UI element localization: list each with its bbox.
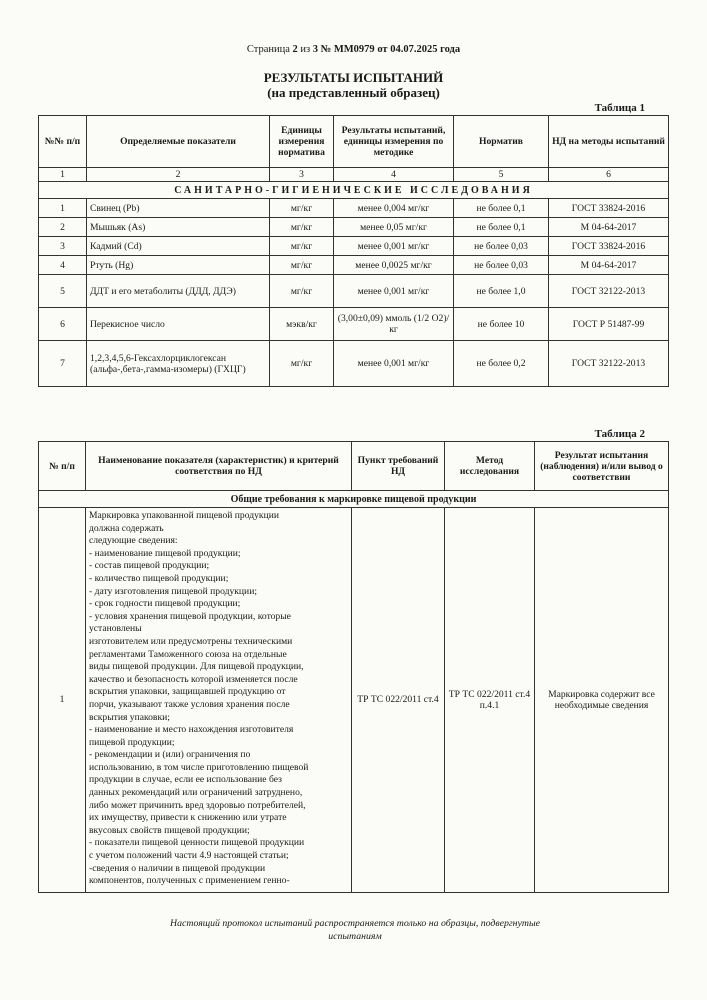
page-label: Страница [246,44,290,55]
document-number: ММ0979 [333,44,375,55]
page-header [0,44,707,55]
table2-header: Метод исследования [445,442,535,491]
table2-header: Наименование показателя (характеристик) и критерий соответствия по НД [86,442,352,491]
requirement-line: установлены [89,623,142,635]
table1-header: Определяемые показатели [87,116,270,168]
table2-header: Пункт требований НД [352,442,445,491]
norm: не более 1,0 [454,275,549,308]
norm: не более 0,1 [454,218,549,237]
page-total: 3 [312,44,319,55]
unit: мг/кг [270,237,334,256]
unit: мг/кг [270,275,334,308]
requirement-line: изготовителем или предусмотрены техническими [89,635,293,647]
requirement-line: виды пищевой продукции. Для пищевой продукции, [89,661,304,673]
requirement-line: - условия хранения пищевой продукции, которые [89,610,291,622]
row-number: 1 [39,199,87,218]
table1-caption: Таблица 1 [594,102,645,114]
requirement-line: - наименование пищевой продукции; [89,547,241,559]
table2-header: Результат испытания (наблюдения) и/или вывод о соответствии [535,442,669,491]
requirement-line: - количество пищевой продукции; [89,572,229,584]
footer-line1: Настоящий протокол испытаний распространяется только на образцы, подвергнутые [170,918,540,929]
requirement-line: с учетом положений части 4.9 настоящей статьи; [89,850,289,862]
test-result: менее 0,001 мг/кг [334,275,454,308]
requirement-line: следующие сведения: [89,535,178,547]
row-number: 4 [39,256,87,275]
indicator-name: Ртуть (Hg) [87,256,270,275]
report-title-line2: (на представленный образец) [267,85,440,100]
requirement-line: - дату изготовления пищевой продукции; [89,585,257,597]
test-method-standard: М 04-64-2017 [549,256,669,275]
requirement-point: ТР ТС 022/2011 ст.4 [352,508,445,893]
requirement-line: - рекомендации и (или) ограничения по [89,749,251,761]
table-row [39,275,669,308]
requirement-line: -сведения о наличии в пищевой продукции [89,862,266,874]
footer-line2: испытаниям [328,931,382,942]
test-method: ТР ТС 022/2011 ст.4 п.4.1 [445,508,535,893]
test-result: Маркировка содержит все необходимые сведения [535,508,669,893]
results-table-1 [38,115,669,387]
table-row [39,508,669,893]
norm: не более 0,03 [454,237,549,256]
test-method-standard: ГОСТ 33824-2016 [549,199,669,218]
requirement-line: продукции в случае, если ее использование без [89,774,282,786]
table-row [39,199,669,218]
test-method-standard: ГОСТ Р 51487-99 [549,308,669,341]
table-row [39,237,669,256]
indicator-name: Кадмий (Cd) [87,237,270,256]
indicator-name: Мышьяк (As) [87,218,270,237]
test-result: менее 0,0025 мг/кг [334,256,454,275]
row-number: 3 [39,237,87,256]
column-number: 6 [549,168,669,182]
indicator-name: ДДТ и его метаболиты (ДДД, ДДЭ) [87,275,270,308]
test-result: (3,00±0,09) ммоль (1/2 O2)/кг [334,308,454,341]
requirement-text [86,508,352,893]
indicator-name: 1,2,3,4,5,6-Гексахлорциклогексан (альфа-,бета-,гамма-изомеры) (ГХЦГ) [87,341,270,387]
test-result: менее 0,05 мг/кг [334,218,454,237]
norm: не более 10 [454,308,549,341]
row-number: 7 [39,341,87,387]
requirement-line: либо может причинить вред здоровью потребителей, [89,799,306,811]
requirement-line: данных рекомендаций или ограничений затруднено, [89,787,303,799]
requirement-line: - наименование и место нахождения изготовителя [89,724,294,736]
table2-caption: Таблица 2 [594,428,645,440]
requirement-line: - срок годности пищевой продукции; [89,598,241,610]
requirement-line: вскрытия упаковки, защищавшей продукцию от [89,686,286,698]
indicator-name: Свинец (Pb) [87,199,270,218]
requirement-line: - состав пищевой продукции; [89,560,210,572]
unit: мг/кг [270,256,334,275]
section-heading: Общие требования к маркировке пищевой продукции [39,491,669,508]
table2-header-row [39,442,669,491]
requirement-line: вскрытия упаковки; [89,711,170,723]
number-sign: № [320,44,332,55]
unit: мэкв/кг [270,308,334,341]
unit: мг/кг [270,199,334,218]
table1-header: Результаты испытаний, единицы измерения по методике [334,116,454,168]
page-number: 2 [292,44,298,55]
column-number: 4 [334,168,454,182]
table-row [39,341,669,387]
test-method-standard: М 04-64-2017 [549,218,669,237]
table1-header: №№ п/п [39,116,87,168]
requirement-line: Маркировка упакованной пищевой продукции [89,510,279,521]
table1-header: Норматив [454,116,549,168]
table2-header: № п/п [39,442,86,491]
table1-column-numbers [39,168,669,182]
unit: мг/кг [270,218,334,237]
norm: не более 0,2 [454,341,549,387]
report-title-line1: РЕЗУЛЬТАТЫ ИСПЫТАНИЙ [263,70,444,85]
requirement-line: должна содержать [89,522,164,534]
requirement-line: регламентами Таможенного союза на отдельные [89,648,287,660]
test-method-standard: ГОСТ 32122-2013 [549,341,669,387]
test-result: менее 0,004 мг/кг [334,199,454,218]
row-number: 5 [39,275,87,308]
column-number: 2 [87,168,270,182]
results-table-2 [38,441,669,893]
footer-note [60,917,650,943]
requirement-line: пищевой продукции; [89,736,175,748]
test-result: менее 0,001 мг/кг [334,341,454,387]
requirement-line: компонентов, полученных с применением генно- [89,875,290,887]
row-number: 1 [39,508,86,893]
norm: не более 0,03 [454,256,549,275]
column-number: 1 [39,168,87,182]
test-method-standard: ГОСТ 33824-2016 [549,237,669,256]
table1-header: НД на методы испытаний [549,116,669,168]
requirement-line: их имуществу, привести к снижению или утрате [89,812,287,824]
section-heading: САНИТАРНО-ГИГИЕНИЧЕСКИЕ ИССЛЕДОВАНИЯ [39,182,669,199]
test-result: менее 0,001 мг/кг [334,237,454,256]
row-number: 2 [39,218,87,237]
table-row [39,308,669,341]
indicator-name: Перекисное число [87,308,270,341]
requirement-line: вкусовых свойств пищевой продукции; [89,824,250,836]
report-title [0,70,707,100]
table-row [39,218,669,237]
document-date: 04.07.2025 года [390,44,461,55]
date-label: от [377,44,388,55]
column-number: 3 [270,168,334,182]
unit: мг/кг [270,341,334,387]
requirement-line: порчи, указывают также условия хранения после [89,698,290,710]
table2-section-row [39,491,669,508]
norm: не более 0,1 [454,199,549,218]
table1-header: Единицы измерения норматива [270,116,334,168]
column-number: 5 [454,168,549,182]
table-row [39,256,669,275]
requirement-line: качество и безопасность которой изменяется после [89,673,298,685]
requirement-line: - показатели пищевой ценности пищевой продукции [89,837,305,849]
test-method-standard: ГОСТ 32122-2013 [549,275,669,308]
table1-header-row [39,116,669,168]
requirement-line: использованию, в том числе приготовлению пищевой [89,761,309,773]
row-number: 6 [39,308,87,341]
table1-section-row [39,182,669,199]
page-of-label: из [300,44,311,55]
